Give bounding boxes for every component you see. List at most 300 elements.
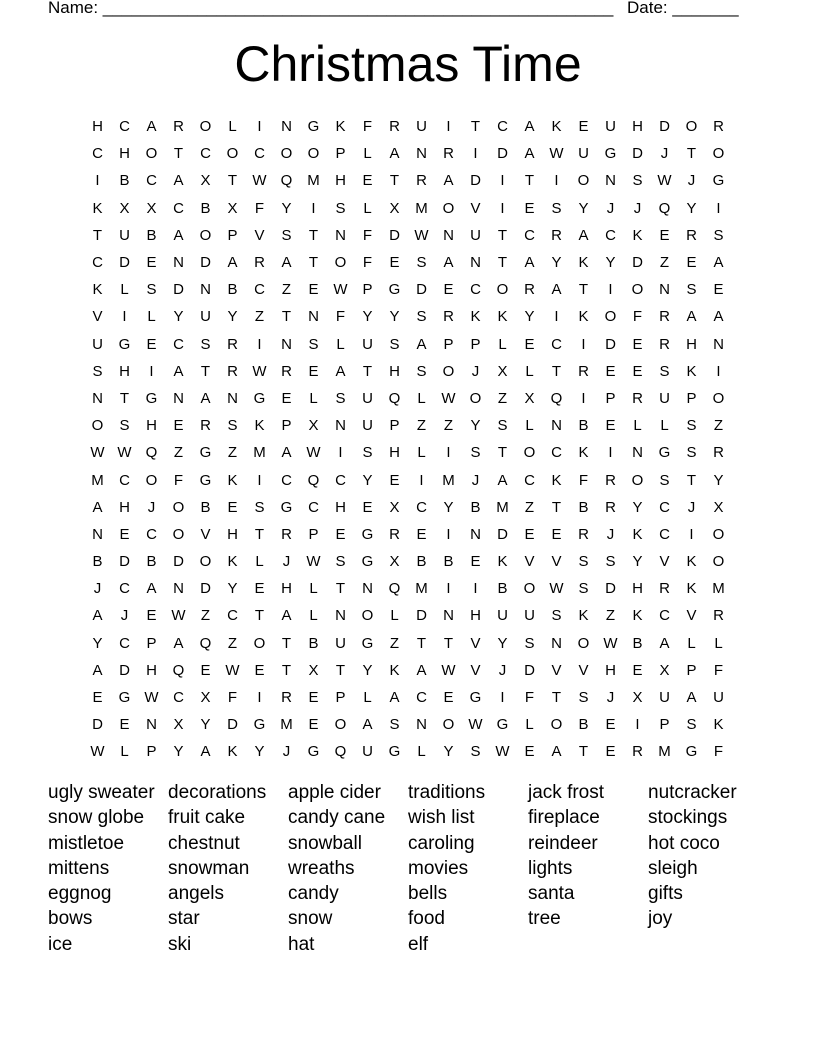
grid-letter[interactable]: A [389, 145, 400, 163]
grid-letter[interactable]: H [605, 661, 616, 679]
grid-letter[interactable]: T [308, 254, 319, 272]
grid-letter[interactable]: C [146, 172, 157, 190]
grid-letter[interactable]: O [334, 716, 347, 734]
grid-letter[interactable]: E [632, 335, 643, 353]
grid-letter[interactable]: K [713, 716, 724, 734]
grid-letter[interactable]: T [119, 389, 130, 407]
grid-letter[interactable]: N [632, 444, 643, 462]
grid-letter[interactable]: I [95, 172, 100, 190]
grid-letter[interactable]: R [281, 525, 292, 543]
grid-letter[interactable]: V [686, 607, 697, 625]
grid-letter[interactable]: K [578, 308, 589, 326]
grid-letter[interactable]: T [551, 689, 562, 707]
grid-letter[interactable]: L [714, 634, 723, 652]
grid-letter[interactable]: X [389, 498, 400, 516]
grid-letter[interactable]: I [122, 308, 127, 326]
grid-letter[interactable]: X [200, 172, 211, 190]
grid-letter[interactable]: X [659, 661, 670, 679]
grid-letter[interactable]: L [147, 308, 156, 326]
grid-letter[interactable]: L [660, 417, 669, 435]
grid-letter[interactable]: N [362, 580, 373, 598]
grid-letter[interactable]: W [549, 580, 564, 598]
grid-letter[interactable]: C [308, 498, 319, 516]
grid-letter[interactable]: A [416, 661, 427, 679]
grid-letter[interactable]: O [307, 145, 320, 163]
grid-letter[interactable]: N [443, 607, 454, 625]
grid-letter[interactable]: Y [281, 199, 292, 217]
grid-letter[interactable]: A [578, 226, 589, 244]
grid-letter[interactable]: E [605, 417, 616, 435]
grid-letter[interactable]: L [363, 199, 372, 217]
grid-letter[interactable]: K [92, 199, 103, 217]
grid-letter[interactable]: R [686, 226, 697, 244]
grid-letter[interactable]: L [390, 607, 399, 625]
grid-letter[interactable]: P [281, 417, 292, 435]
grid-letter[interactable]: Z [497, 389, 508, 407]
grid-letter[interactable]: L [363, 145, 372, 163]
grid-letter[interactable]: F [713, 743, 724, 761]
grid-letter[interactable]: W [603, 634, 618, 652]
grid-letter[interactable]: A [281, 607, 292, 625]
grid-letter[interactable]: E [524, 525, 535, 543]
grid-letter[interactable]: G [253, 716, 266, 734]
grid-letter[interactable]: Z [227, 444, 238, 462]
grid-letter[interactable]: C [200, 145, 211, 163]
grid-letter[interactable]: N [281, 335, 292, 353]
grid-letter[interactable]: Y [362, 471, 373, 489]
grid-letter[interactable]: G [604, 145, 617, 163]
grid-letter[interactable]: V [92, 308, 103, 326]
grid-letter[interactable]: W [657, 172, 672, 190]
grid-letter[interactable]: C [335, 471, 346, 489]
grid-letter[interactable]: Q [199, 634, 212, 652]
grid-letter[interactable]: I [716, 199, 721, 217]
grid-letter[interactable]: D [173, 553, 184, 571]
grid-letter[interactable]: C [659, 525, 670, 543]
grid-letter[interactable]: Y [362, 308, 373, 326]
grid-letter[interactable]: P [146, 634, 157, 652]
grid-letter[interactable]: A [416, 335, 427, 353]
grid-letter[interactable]: O [442, 199, 455, 217]
grid-letter[interactable]: S [524, 634, 535, 652]
grid-letter[interactable]: P [335, 145, 346, 163]
grid-letter[interactable]: S [686, 281, 697, 299]
grid-letter[interactable]: R [227, 335, 238, 353]
grid-letter[interactable]: F [578, 471, 589, 489]
grid-letter[interactable]: O [145, 145, 158, 163]
grid-letter[interactable]: M [280, 716, 293, 734]
grid-letter[interactable]: E [92, 689, 103, 707]
grid-letter[interactable]: Y [443, 498, 454, 516]
grid-letter[interactable]: A [497, 471, 508, 489]
grid-letter[interactable]: J [471, 471, 480, 489]
grid-letter[interactable]: S [578, 580, 589, 598]
grid-letter[interactable]: W [306, 553, 321, 571]
grid-letter[interactable]: I [446, 580, 451, 598]
grid-letter[interactable]: P [389, 417, 400, 435]
grid-letter[interactable]: N [335, 607, 346, 625]
grid-letter[interactable]: E [632, 362, 643, 380]
grid-letter[interactable]: S [416, 362, 427, 380]
grid-letter[interactable]: Y [254, 743, 265, 761]
grid-letter[interactable]: E [389, 254, 400, 272]
grid-letter[interactable]: T [443, 634, 454, 652]
grid-letter[interactable]: A [551, 281, 562, 299]
grid-letter[interactable]: J [120, 607, 129, 625]
grid-letter[interactable]: X [308, 417, 319, 435]
grid-letter[interactable]: O [712, 525, 725, 543]
grid-letter[interactable]: A [200, 389, 211, 407]
grid-letter[interactable]: K [470, 308, 481, 326]
grid-letter[interactable]: K [92, 281, 103, 299]
grid-letter[interactable]: F [362, 254, 373, 272]
grid-letter[interactable]: C [173, 689, 184, 707]
grid-letter[interactable]: D [470, 172, 481, 190]
grid-letter[interactable]: P [443, 335, 454, 353]
grid-letter[interactable]: E [389, 471, 400, 489]
grid-letter[interactable]: C [659, 607, 670, 625]
grid-letter[interactable]: T [578, 743, 589, 761]
grid-letter[interactable]: T [281, 634, 292, 652]
grid-letter[interactable]: B [227, 281, 238, 299]
grid-letter[interactable]: N [335, 417, 346, 435]
grid-letter[interactable]: S [686, 444, 697, 462]
grid-letter[interactable]: H [632, 118, 643, 136]
grid-letter[interactable]: I [581, 335, 586, 353]
grid-letter[interactable]: Y [497, 634, 508, 652]
grid-letter[interactable]: M [496, 498, 509, 516]
grid-letter[interactable]: K [632, 226, 643, 244]
grid-letter[interactable]: S [389, 335, 400, 353]
grid-letter[interactable]: E [551, 525, 562, 543]
grid-letter[interactable]: U [578, 145, 589, 163]
grid-letter[interactable]: L [417, 743, 426, 761]
grid-letter[interactable]: K [335, 118, 346, 136]
grid-letter[interactable]: G [307, 743, 320, 761]
grid-letter[interactable]: K [254, 417, 265, 435]
grid-letter[interactable]: A [173, 634, 184, 652]
grid-letter[interactable]: H [686, 335, 697, 353]
grid-letter[interactable]: B [578, 498, 589, 516]
grid-letter[interactable]: Z [416, 417, 427, 435]
grid-letter[interactable]: G [199, 471, 212, 489]
grid-letter[interactable]: E [470, 553, 481, 571]
grid-letter[interactable]: C [470, 281, 481, 299]
grid-letter[interactable]: D [227, 716, 238, 734]
grid-letter[interactable]: J [606, 525, 615, 543]
grid-letter[interactable]: K [686, 580, 697, 598]
grid-letter[interactable]: K [632, 525, 643, 543]
grid-letter[interactable]: T [335, 661, 346, 679]
grid-letter[interactable]: P [686, 661, 697, 679]
grid-letter[interactable]: Y [686, 199, 697, 217]
grid-letter[interactable]: T [416, 634, 427, 652]
grid-letter[interactable]: W [468, 716, 483, 734]
grid-letter[interactable]: F [362, 226, 373, 244]
grid-letter[interactable]: J [282, 553, 291, 571]
grid-letter[interactable]: C [659, 498, 670, 516]
grid-letter[interactable]: B [578, 417, 589, 435]
grid-letter[interactable]: U [335, 634, 346, 652]
grid-letter[interactable]: S [551, 607, 562, 625]
grid-letter[interactable]: H [227, 525, 238, 543]
grid-letter[interactable]: U [416, 118, 427, 136]
grid-letter[interactable]: I [554, 172, 559, 190]
grid-letter[interactable]: U [659, 689, 670, 707]
grid-letter[interactable]: O [145, 471, 158, 489]
grid-letter[interactable]: I [608, 281, 613, 299]
grid-letter[interactable]: V [524, 553, 535, 571]
grid-letter[interactable]: R [389, 525, 400, 543]
grid-letter[interactable]: U [497, 607, 508, 625]
grid-letter[interactable]: E [173, 417, 184, 435]
grid-letter[interactable]: E [146, 254, 157, 272]
grid-letter[interactable]: M [91, 471, 104, 489]
grid-letter[interactable]: V [578, 661, 589, 679]
grid-letter[interactable]: S [416, 308, 427, 326]
grid-letter[interactable]: U [362, 389, 373, 407]
grid-letter[interactable]: Y [470, 417, 481, 435]
grid-letter[interactable]: V [551, 553, 562, 571]
grid-letter[interactable]: S [389, 716, 400, 734]
grid-letter[interactable]: U [200, 308, 211, 326]
grid-letter[interactable]: Y [389, 308, 400, 326]
grid-letter[interactable]: G [496, 716, 509, 734]
grid-letter[interactable]: I [311, 199, 316, 217]
grid-letter[interactable]: A [686, 308, 697, 326]
grid-letter[interactable]: G [145, 389, 158, 407]
grid-letter[interactable]: E [605, 362, 616, 380]
grid-letter[interactable]: Z [389, 634, 400, 652]
grid-letter[interactable]: L [309, 389, 318, 407]
grid-letter[interactable]: J [606, 199, 615, 217]
grid-letter[interactable]: T [308, 226, 319, 244]
grid-letter[interactable]: Z [200, 607, 211, 625]
grid-letter[interactable]: P [686, 389, 697, 407]
grid-letter[interactable]: E [119, 525, 130, 543]
grid-letter[interactable]: G [118, 335, 131, 353]
grid-letter[interactable]: B [92, 553, 103, 571]
grid-letter[interactable]: T [524, 172, 535, 190]
grid-letter[interactable]: D [416, 281, 427, 299]
grid-letter[interactable]: P [308, 525, 319, 543]
grid-letter[interactable]: R [605, 471, 616, 489]
grid-letter[interactable]: C [416, 498, 427, 516]
grid-letter[interactable]: O [199, 226, 212, 244]
grid-letter[interactable]: A [551, 743, 562, 761]
grid-letter[interactable]: E [308, 281, 319, 299]
grid-letter[interactable]: S [416, 254, 427, 272]
grid-letter[interactable]: A [362, 716, 373, 734]
grid-letter[interactable]: A [713, 308, 724, 326]
grid-letter[interactable]: I [446, 118, 451, 136]
grid-letter[interactable]: R [551, 226, 562, 244]
grid-letter[interactable]: A [173, 172, 184, 190]
grid-letter[interactable]: I [257, 471, 262, 489]
grid-letter[interactable]: O [199, 553, 212, 571]
grid-letter[interactable]: B [578, 716, 589, 734]
grid-letter[interactable]: O [604, 308, 617, 326]
grid-letter[interactable]: H [119, 498, 130, 516]
grid-letter[interactable]: T [686, 145, 697, 163]
grid-letter[interactable]: C [146, 525, 157, 543]
grid-letter[interactable]: A [281, 444, 292, 462]
grid-letter[interactable]: C [173, 335, 184, 353]
grid-letter[interactable]: L [309, 607, 318, 625]
grid-letter[interactable]: J [606, 689, 615, 707]
grid-letter[interactable]: O [685, 118, 698, 136]
grid-letter[interactable]: P [335, 689, 346, 707]
grid-letter[interactable]: O [631, 471, 644, 489]
grid-letter[interactable]: J [633, 199, 642, 217]
grid-letter[interactable]: W [441, 661, 456, 679]
grid-letter[interactable]: G [388, 281, 401, 299]
grid-letter[interactable]: H [389, 362, 400, 380]
grid-letter[interactable]: M [442, 471, 455, 489]
grid-letter[interactable]: W [90, 444, 105, 462]
grid-letter[interactable]: N [416, 145, 427, 163]
grid-letter[interactable]: U [713, 689, 724, 707]
grid-letter[interactable]: U [659, 389, 670, 407]
grid-letter[interactable]: R [416, 172, 427, 190]
grid-letter[interactable]: C [497, 118, 508, 136]
grid-letter[interactable]: Y [443, 743, 454, 761]
grid-letter[interactable]: J [498, 661, 507, 679]
grid-letter[interactable]: T [281, 308, 292, 326]
grid-letter[interactable]: Z [227, 634, 238, 652]
grid-letter[interactable]: E [713, 281, 724, 299]
grid-letter[interactable]: O [631, 281, 644, 299]
grid-letter[interactable]: U [470, 226, 481, 244]
grid-letter[interactable]: N [551, 634, 562, 652]
grid-letter[interactable]: F [254, 199, 265, 217]
grid-letter[interactable]: L [120, 281, 129, 299]
grid-letter[interactable]: Y [632, 498, 643, 516]
grid-letter[interactable]: E [443, 689, 454, 707]
grid-letter[interactable]: O [550, 716, 563, 734]
grid-letter[interactable]: G [685, 743, 698, 761]
grid-letter[interactable]: E [578, 118, 589, 136]
grid-letter[interactable]: Y [362, 661, 373, 679]
grid-letter[interactable]: J [471, 362, 480, 380]
grid-letter[interactable]: E [524, 199, 535, 217]
grid-letter[interactable]: G [658, 444, 671, 462]
grid-letter[interactable]: X [146, 199, 157, 217]
grid-letter[interactable]: Y [200, 716, 211, 734]
grid-letter[interactable]: R [281, 362, 292, 380]
grid-letter[interactable]: T [335, 580, 346, 598]
grid-letter[interactable]: A [524, 254, 535, 272]
grid-letter[interactable]: E [335, 525, 346, 543]
grid-letter[interactable]: L [120, 743, 129, 761]
grid-letter[interactable]: G [712, 172, 725, 190]
grid-letter[interactable]: I [257, 118, 262, 136]
grid-letter[interactable]: Y [578, 199, 589, 217]
grid-letter[interactable]: N [227, 389, 238, 407]
grid-letter[interactable]: D [119, 661, 130, 679]
grid-letter[interactable]: E [416, 525, 427, 543]
grid-letter[interactable]: E [362, 498, 373, 516]
grid-letter[interactable]: G [199, 444, 212, 462]
grid-letter[interactable]: V [470, 199, 481, 217]
grid-letter[interactable]: D [92, 716, 103, 734]
grid-letter[interactable]: R [713, 444, 724, 462]
grid-letter[interactable]: N [470, 525, 481, 543]
grid-letter[interactable]: C [119, 118, 130, 136]
grid-letter[interactable]: S [659, 471, 670, 489]
grid-letter[interactable]: D [119, 553, 130, 571]
grid-letter[interactable]: I [446, 444, 451, 462]
grid-letter[interactable]: Q [280, 172, 293, 190]
grid-letter[interactable]: D [659, 118, 670, 136]
grid-letter[interactable]: N [470, 254, 481, 272]
grid-letter[interactable]: S [227, 417, 238, 435]
grid-letter[interactable]: R [632, 389, 643, 407]
grid-letter[interactable]: L [309, 580, 318, 598]
grid-letter[interactable]: S [335, 199, 346, 217]
grid-letter[interactable]: B [119, 172, 130, 190]
grid-letter[interactable]: L [417, 389, 426, 407]
grid-letter[interactable]: S [92, 362, 103, 380]
grid-letter[interactable]: G [307, 118, 320, 136]
grid-letter[interactable]: A [92, 607, 103, 625]
grid-letter[interactable]: S [551, 199, 562, 217]
grid-letter[interactable]: T [497, 254, 508, 272]
grid-letter[interactable]: C [92, 254, 103, 272]
grid-letter[interactable]: O [577, 172, 590, 190]
grid-letter[interactable]: S [497, 417, 508, 435]
grid-letter[interactable]: K [227, 471, 238, 489]
grid-letter[interactable]: M [658, 743, 671, 761]
grid-letter[interactable]: L [525, 716, 534, 734]
grid-letter[interactable]: A [524, 118, 535, 136]
grid-letter[interactable]: K [578, 607, 589, 625]
grid-letter[interactable]: C [605, 226, 616, 244]
grid-letter[interactable]: I [257, 335, 262, 353]
grid-letter[interactable]: K [551, 118, 562, 136]
grid-letter[interactable]: Z [524, 498, 535, 516]
grid-letter[interactable]: U [605, 118, 616, 136]
grid-letter[interactable]: P [470, 335, 481, 353]
grid-letter[interactable]: O [172, 525, 185, 543]
grid-letter[interactable]: N [308, 308, 319, 326]
grid-letter[interactable]: R [443, 145, 454, 163]
grid-letter[interactable]: K [578, 254, 589, 272]
grid-letter[interactable]: W [414, 226, 429, 244]
grid-letter[interactable]: H [92, 118, 103, 136]
grid-letter[interactable]: Q [145, 444, 158, 462]
grid-letter[interactable]: I [500, 172, 505, 190]
grid-letter[interactable]: U [119, 226, 130, 244]
grid-letter[interactable]: H [119, 362, 130, 380]
grid-letter[interactable]: E [146, 335, 157, 353]
grid-letter[interactable]: Q [658, 199, 671, 217]
grid-letter[interactable]: E [227, 498, 238, 516]
grid-letter[interactable]: K [686, 362, 697, 380]
grid-letter[interactable]: O [496, 281, 509, 299]
grid-letter[interactable]: O [172, 498, 185, 516]
name-field[interactable]: Name: ______________________________________________________ [48, 0, 614, 17]
grid-letter[interactable]: W [441, 389, 456, 407]
grid-letter[interactable]: R [578, 362, 589, 380]
grid-letter[interactable]: R [281, 689, 292, 707]
grid-letter[interactable]: I [338, 444, 343, 462]
grid-letter[interactable]: C [281, 471, 292, 489]
grid-letter[interactable]: C [119, 634, 130, 652]
grid-letter[interactable]: L [687, 634, 696, 652]
grid-letter[interactable]: B [308, 634, 319, 652]
grid-letter[interactable]: K [686, 553, 697, 571]
